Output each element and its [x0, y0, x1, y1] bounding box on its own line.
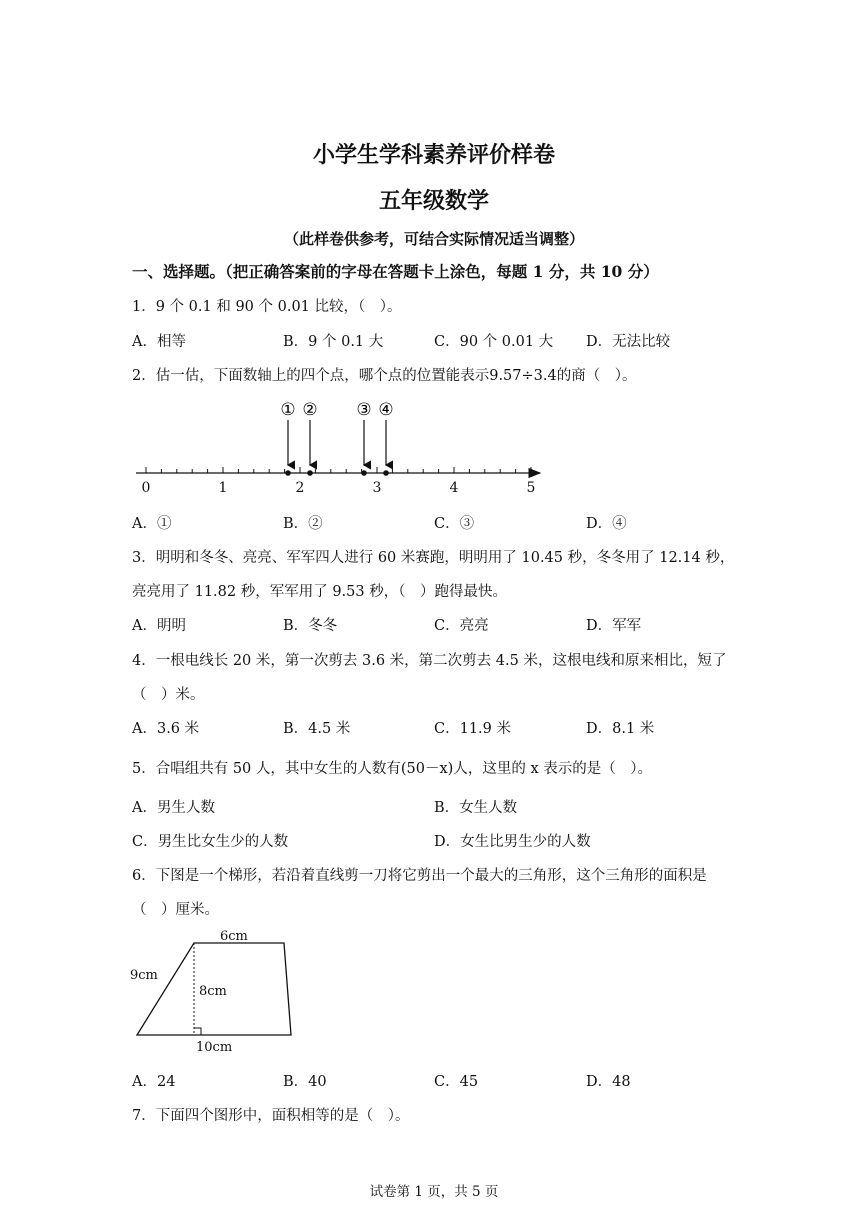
label-height-8cm: 8cm — [199, 984, 227, 999]
marker-4 — [378, 400, 393, 476]
exam-title: 小学生学科素养评价样卷 — [312, 142, 555, 168]
axis-label-0: 0 — [141, 480, 151, 496]
q3-option-d: D．军军 — [586, 618, 642, 634]
marker-1 — [280, 400, 295, 476]
q5-option-b: B．女生人数 — [434, 800, 518, 816]
q4-option-d: D．8.1 米 — [586, 721, 655, 737]
q2-option-a: A．① — [132, 516, 172, 532]
marker-2 — [302, 400, 317, 476]
label-left-9cm: 9cm — [130, 968, 158, 983]
question-5: 5．合唱组共有 50 人，其中女生的人数有(50－x)人，这里的 x 表示的是（ ）。 — [132, 761, 652, 777]
q4-option-b: B．4.5 米 — [283, 721, 351, 737]
q5-option-a: A．男生人数 — [132, 800, 215, 816]
q6-option-a: A．24 — [132, 1074, 176, 1090]
svg-text:①: ① — [280, 400, 296, 420]
right-angle-mark — [194, 1028, 201, 1035]
question-4-line-2: （ ）米。 — [132, 687, 205, 703]
axis-label-1: 1 — [218, 480, 228, 496]
label-bottom-10cm: 10cm — [196, 1040, 233, 1055]
q1-option-d: D．无法比较 — [586, 334, 671, 350]
section-1-heading: 一、选择题。（把正确答案前的字母在答题卡上涂色，每题 1 分，共 10 分） — [132, 262, 659, 281]
q3-option-b: B．冬冬 — [283, 618, 338, 634]
exam-note: （此样卷供参考，可结合实际情况适当调整） — [283, 230, 584, 248]
q6-option-d: D．48 — [586, 1074, 631, 1090]
q5-option-c: C．男生比女生少的人数 — [132, 834, 289, 850]
axis-label-2: 2 — [295, 480, 305, 496]
question-4-line-1: 4．一根电线长 20 米，第一次剪去 3.6 米，第二次剪去 4.5 米，这根电线和原来相比，短了 — [132, 653, 727, 669]
q2-option-d: D．④ — [586, 516, 627, 532]
question-6-line-1: 6．下图是一个梯形，若沿着直线剪一刀将它剪出一个最大的三角形，这个三角形的面积是 — [132, 868, 707, 884]
q3-option-a: A．明明 — [132, 618, 186, 634]
page-footer: 试卷第 1 页，共 5 页 — [369, 1184, 499, 1200]
q5-option-d: D．女生比男生少的人数 — [434, 834, 591, 850]
q1-option-c: C．90 个 0.01 大 — [434, 334, 554, 350]
marker-3 — [356, 400, 371, 476]
number-line-figure — [130, 395, 550, 500]
question-2: 2．估一估，下面数轴上的四个点，哪个点的位置能表示9.57÷3.4的商（ ）。 — [132, 368, 637, 384]
q1-option-a: A．相等 — [132, 334, 186, 350]
q2-option-b: B．② — [283, 516, 323, 532]
question-3-line-1: 3．明明和冬冬、亮亮、军军四人进行 60 米赛跑，明明用了 10.45 秒，冬冬用了 12.14 秒， — [132, 550, 735, 566]
question-7: 7．下面四个图形中，面积相等的是（ ）。 — [132, 1108, 410, 1124]
question-3-line-2: 亮亮用了 11.82 秒，军军用了 9.53 秒，（ ）跑得最快。 — [132, 584, 507, 600]
q6-option-b: B．40 — [283, 1074, 327, 1090]
question-6-line-2: （ ）厘米。 — [132, 902, 219, 918]
axis-label-4: 4 — [449, 480, 459, 496]
question-1: 1．9 个 0.1 和 90 个 0.01 比较，（ ）。 — [132, 299, 402, 315]
svg-text:③: ③ — [356, 400, 372, 420]
svg-text:④: ④ — [378, 400, 394, 420]
q3-option-c: C．亮亮 — [434, 618, 489, 634]
axis-label-5: 5 — [526, 480, 536, 496]
q4-option-a: A．3.6 米 — [132, 721, 200, 737]
grade-subject: 五年级数学 — [378, 188, 489, 214]
q6-option-c: C．45 — [434, 1074, 479, 1090]
q1-option-b: B．9 个 0.1 大 — [283, 334, 384, 350]
axis-label-3: 3 — [372, 480, 382, 496]
svg-text:②: ② — [302, 400, 318, 420]
trapezoid-figure — [128, 924, 308, 1056]
q2-option-c: C．③ — [434, 516, 475, 532]
label-top-6cm: 6cm — [220, 929, 248, 944]
q4-option-c: C．11.9 米 — [434, 721, 511, 737]
number-line-ticks — [146, 467, 531, 473]
